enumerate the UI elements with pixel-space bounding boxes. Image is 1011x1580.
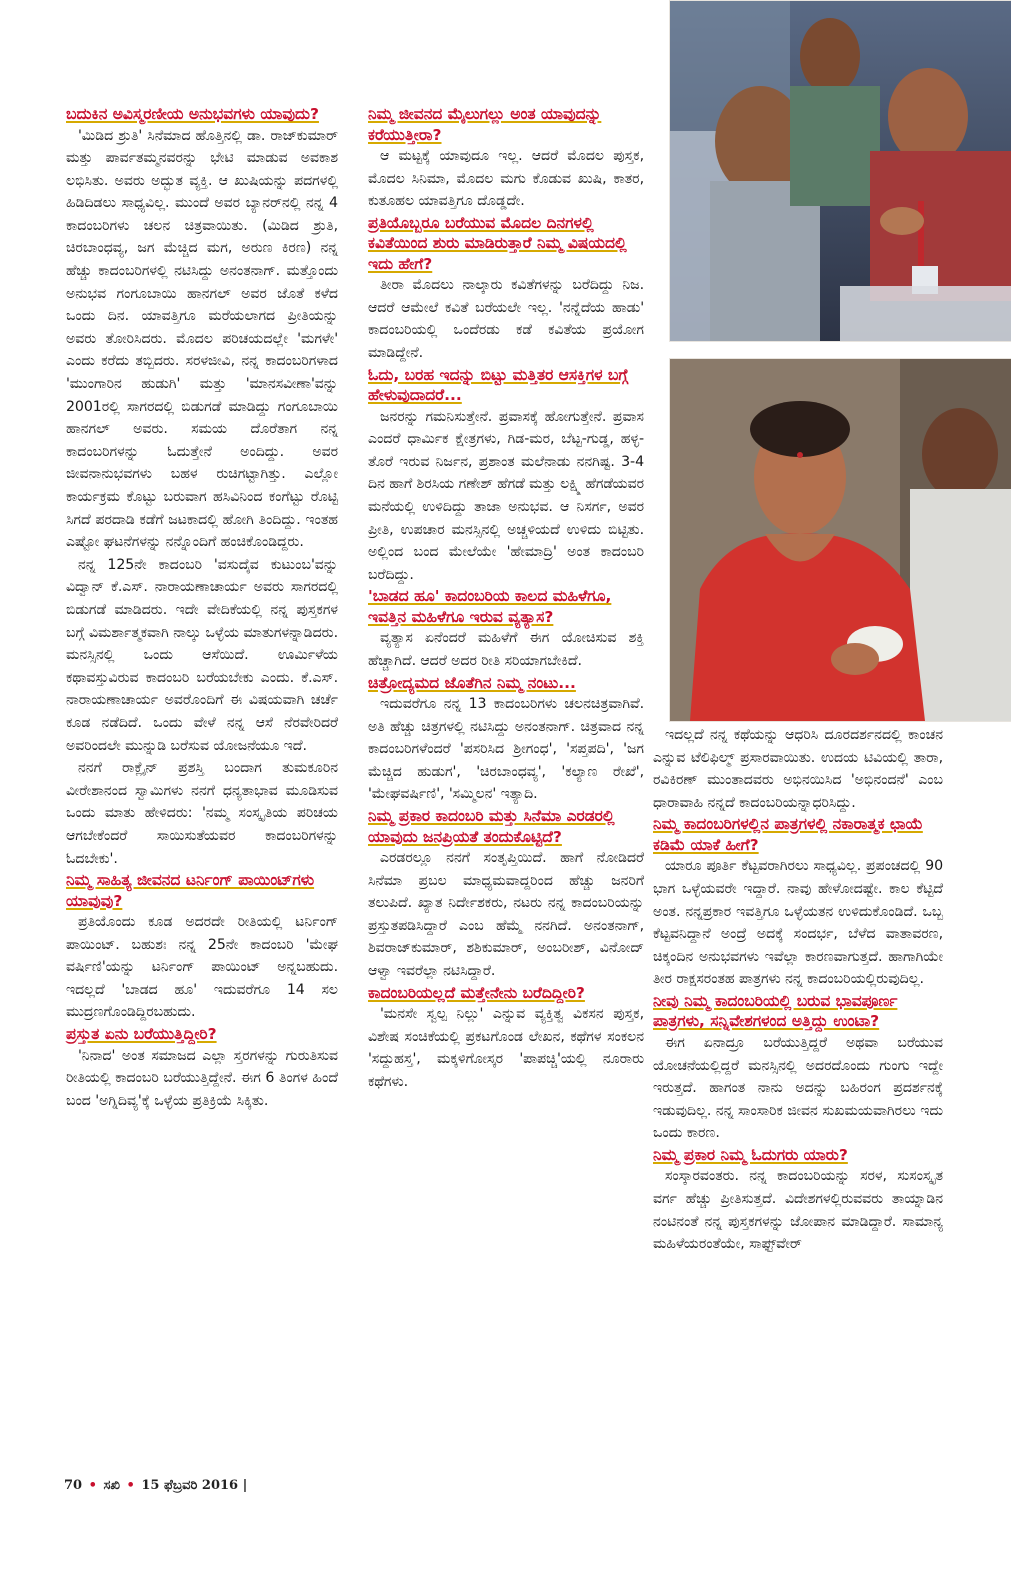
interview-question: ಬದುಕಿನ ಅವಿಸ್ಮರಣೀಯ ಅನುಭವಗಳು ಯಾವುದು? <box>66 105 319 123</box>
column-3 <box>653 724 943 1256</box>
interview-question: ನಿಮ್ಮ ಸಾಹಿತ್ಯ ಜೀವನದ ಟರ್ನಿಂಗ್ ಪಾಯಿಂಟ್‌ಗಳು ಯಾವುವು? <box>66 871 315 910</box>
woman-portrait-icon <box>670 359 1011 721</box>
page-number: 70 <box>64 1478 83 1493</box>
answer-paragraph: ವ್ಯತ್ಯಾಸ ಏನೆಂದರೆ ಮಹಿಳೆಗೆ ಈಗ ಯೋಚಿಸುವ ಶಕ್ತಿ ಹೆಚ್ಚಾಗಿದೆ. ಆದರೆ ಅದರ ರೀತಿ ಸರಿಯಾಗಬೇಕಿದೆ. <box>368 630 644 669</box>
answer-paragraph: ಯಾರೂ ಪೂರ್ತಿ ಕೆಟ್ಟವರಾಗಿರಲು ಸಾಧ್ಯವಿಲ್ಲ. ಪ್ರಪಂಚದಲ್ಲಿ 90 ಭಾಗ ಒಳ್ಳೆಯವರೇ ಇದ್ದಾರೆ. ನಾವು ಹೇಳೋದಷ್ಟೇ. ಕಾಲ ಕೆಟ್ಟಿದೆ ಅಂತ. ನನ್ನಪ್ರಕಾರ ಇವತ್ತಿಗೂ ಒಳ್ಳೆಯತನ ಉಳಿದುಕೊಂಡಿದೆ. ಒಬ್ಬ ಕೆಟ್ಟವನಿದ್ದಾನೆ ಅಂದ್ರೆ ಅದಕ್ಕೆ ಸಂದರ್ಭ, ಬೆಳೆದ ವಾತಾವರಣ, ಚಿಕ್ಕಂದಿನ ಅನುಭವಗಳು ಇವೆಲ್ಲಾ ಕಾರಣವಾಗುತ್ತದೆ. ಹಾಗಾಗಿಯೇ ತೀರ ರಾಕ್ಷಸರಂತಹ ಪಾತ್ರಗಳು ನನ್ನ ಕಾದಂಬರಿಯಲ್ಲಿರುವುದಿಲ್ಲ. <box>653 858 943 988</box>
interview-question: ನೀವು ನಿಮ್ಮ ಕಾದಂಬರಿಯಲ್ಲಿ ಬರುವ ಭಾವಪೂರ್ಣ ಪಾತ್ರಗಳು, ಸನ್ನಿವೇಶಗಳಂದ ಅತ್ತಿದ್ದು ಉಂಟಾ? <box>653 991 898 1031</box>
event-photo <box>669 0 1011 342</box>
interview-question: ನಿಮ್ಮ ಕಾದಂಬರಿಗಳಲ್ಲಿನ ಪಾತ್ರಗಳಲ್ಲಿ ನಕಾರಾತ್ಮಕ ಛಾಯೆ ಕಡಿಮೆ ಯಾಕೆ ಹೀಗೆ? <box>653 815 923 854</box>
answer-paragraph: ಇದಲ್ಲದೆ ನನ್ನ ಕಥೆಯನ್ನು ಆಧರಿಸಿ ದೂರದರ್ಶನದಲ್ಲಿ ಕಾಂಚನ ಎನ್ನುವ ಟೆಲಿಫಿಲ್ಮ್ ಪ್ರಸಾರವಾಯಿತು. ಉದಯ ಟಿವಿಯಲ್ಲಿ ತಾರಾ, ರವಿಕಿರಣ್ ಮುಂತಾದವರು ಅಭಿನಯಿಸಿದ 'ಅಭಿನಂದನೆ' ಎಂಬ ಧಾರಾವಾಹಿ ನನ್ನದೆ ಕಾದಂಬರಿಯನ್ನಾಧರಿಸಿದ್ದು. <box>653 727 943 811</box>
interview-question: ಕಾದಂಬರಿಯಲ್ಲದೆ ಮತ್ತೇನೇನು ಬರೆದಿದ್ದೀರಿ? <box>368 983 585 1002</box>
interview-question: ನಿಮ್ಮ ಪ್ರಕಾರ ಕಾದಂಬರಿ ಮತ್ತು ಸಿನೆಮಾ ಎರಡರಲ್ಲಿ ಯಾವುದು ಜನಪ್ರಿಯತೆ ತಂದುಕೊಟ್ಟಿದೆ? <box>368 807 615 846</box>
answer-paragraph: ನನಗೆ ರಾಕ್ಲೈನ್ ಪ್ರಶಸ್ತಿ ಬಂದಾಗ ತುಮಕೂರಿನ ವೀರೇಶಾನಂದ ಸ್ವಾಮಿಗಳು ನನಗೆ ಧನ್ಯತಾಭಾವ ಮೂಡಿಸುವ ಒಂದು ಮಾತು ಹೇಳಿದರು: 'ನಮ್ಮ ಸಂಸ್ಕೃತಿಯ ಪರಿಚಯ ಆಗಬೇಕೆಂದರೆ ಸಾಯಿಸುತೆಯವರ ಕಾದಂಬರಿಗಳನ್ನು ಓದಬೇಕು'. <box>66 760 338 867</box>
footer-separator: • <box>126 1478 135 1493</box>
interview-question: ನಿಮ್ಮ ಜೀವನದ ಮೈಲುಗಲ್ಲು ಅಂತ ಯಾವುದನ್ನು ಕರೆಯುತ್ತೀರಾ? <box>368 105 602 144</box>
page-footer <box>64 1478 247 1493</box>
magazine-name: ಸಖಿ <box>103 1478 120 1493</box>
footer-rule: | <box>242 1478 248 1493</box>
answer-paragraph: ಎರಡರಲ್ಲೂ ನನಗೆ ಸಂತೃಪ್ತಿಯಿದೆ. ಹಾಗೆ ನೋಡಿದರೆ ಸಿನೆಮಾ ಪ್ರಬಲ ಮಾಧ್ಯಮವಾದ್ದರಿಂದ ಹೆಚ್ಚು ಜನರಿಗೆ ತಲುಪಿದೆ. ಖ್ಯಾತ ನಿರ್ದೇಶಕರು, ನಟರು ನನ್ನ ಕಾದಂಬರಿಯನ್ನು ಪ್ರಸ್ತುತಪಡಿಸಿದ್ದಾರೆ ಎಂಬ ಹೆಮ್ಮೆ ನನಗಿದೆ. ಅನಂತನಾಗ್, ಶಿವರಾಜ್‌ಕುಮಾರ್, ಶಶಿಕುಮಾರ್, ಅಂಬರೀಶ್, ವಿನೋದ್ ಆಳ್ವಾ ಇವರೆಲ್ಲಾ ನಟಿಸಿದ್ದಾರೆ. <box>368 850 644 980</box>
footer-separator: • <box>88 1478 97 1493</box>
answer-paragraph: ಈಗ ಏನಾದ್ರೂ ಬರೆಯುತ್ತಿದ್ದರೆ ಅಥವಾ ಬರೆಯುವ ಯೋಚನೆಯಲ್ಲಿದ್ದರೆ ಮನಸ್ಸಿನಲ್ಲಿ ಅದರದೊಂದು ಗುಂಗು ಇದ್ದೇ ಇರುತ್ತದೆ. ಹಾಗಂತ ನಾನು ಅದನ್ನು ಬಹಿರಂಗ ಪ್ರದರ್ಶನಕ್ಕೆ ಇಡುವುದಿಲ್ಲ. ನನ್ನ ಸಾಂಸಾರಿಕ ಜೀವನ ಸುಖಮಯವಾಗಿರಲು ಇದು ಒಂದು ಕಾರಣ. <box>653 1034 943 1142</box>
interview-question: ನಿಮ್ಮ ಪ್ರಕಾರ ನಿಮ್ಮ ಓದುಗರು ಯಾರು? <box>653 1145 848 1164</box>
answer-paragraph: ತೀರಾ ಮೊದಲು ನಾಲ್ಕಾರು ಕವಿತೆಗಳನ್ನು ಬರೆದಿದ್ದು ನಿಜ. ಆದರೆ ಆಮೇಲೆ ಕವಿತೆ ಬರೆಯಲೇ ಇಲ್ಲ. 'ನನ್ನೆದೆಯ ಹಾಡು' ಕಾದಂಬರಿಯಲ್ಲಿ ಒಂದೆರಡು ಕಡೆ ಕವಿತೆಯ ಪ್ರಯೋಗ ಮಾಡಿದ್ದೇನೆ. <box>368 277 644 362</box>
answer-paragraph: 'ನಿನಾದ' ಅಂತ ಸಮಾಜದ ಎಲ್ಲಾ ಸ್ತರಗಳನ್ನು ಗುರುತಿಸುವ ರೀತಿಯಲ್ಲಿ ಕಾದಂಬರಿ ಬರೆಯುತ್ತಿದ್ದೇನೆ. ಈಗ 6 ತಿಂಗಳ ಹಿಂದೆ ಬಂದ 'ಅಗ್ನಿದಿವ್ಯ'ಕ್ಕೆ ಒಳ್ಳೆಯ ಪ್ರತಿಕ್ರಿಯೆ ಸಿಕ್ಕಿತು. <box>66 1047 338 1109</box>
answer-paragraph: ಸಂಸ್ಕಾರವಂತರು. ನನ್ನ ಕಾದಂಬರಿಯನ್ನು ಸರಳ, ಸುಸಂಸ್ಕೃತ ವರ್ಗ ಹೆಚ್ಚು ಪ್ರೀತಿಸುತ್ತದೆ. ವಿದೇಶಗಳಲ್ಲಿರುವವರು ತಾಯ್ನಾಡಿನ ನಂಟಿನಂತೆ ನನ್ನ ಪುಸ್ತಕಗಳನ್ನು ಜೋಪಾನ ಮಾಡಿದ್ದಾರೆ. ಸಾಮಾನ್ಯ ಮಹಿಳೆಯರಂತೆಯೇ, ಸಾಫ್ಟ್‌ವೇರ್ <box>653 1168 943 1253</box>
answer-paragraph: ನನ್ನ 125ನೇ ಕಾದಂಬರಿ 'ವಸುದೈವ ಕುಟುಂಬ'ವನ್ನು ವಿದ್ವಾನ್ ಕೆ.ಎಸ್. ನಾರಾಯಣಾಚಾರ್ಯ ಅವರು ಸಾಗರದಲ್ಲಿ ಬಿಡುಗಡೆ ಮಾಡಿದರು. ಇದೇ ವೇದಿಕೆಯಲ್ಲಿ ನನ್ನ ಪುಸ್ತಕಗಳ ಬಗ್ಗೆ ವಿಮರ್ಶಾತ್ಮಕವಾಗಿ ನಾಲ್ಕು ಒಳ್ಳೆಯ ಮಾತುಗಳನ್ನಾಡಿದರು. ಮನಸ್ಸಿನಲ್ಲಿ ಒಂದು ಆಸೆಯಿದೆ. ಊರ್ಮಿಳೆಯ ಕಥಾವಸ್ತುವಿರುವ ಕಾದಂಬರಿ ಬರೆಯಬೇಕು ಎಂದು. ಕೆ.ಎಸ್. ನಾರಾಯಣಾಚಾರ್ಯ ಅವರೊಂದಿಗೆ ಈ ವಿಷಯವಾಗಿ ಚರ್ಚೆ ಕೂಡ ನಡೆದಿದೆ. ಒಂದು ವೇಳೆ ನನ್ನ ಆಸೆ ನೆರವೇರಿದರೆ ಅವರಿಂದಲೇ ಮುನ್ನುಡಿ ಬರೆಸುವ ಯೋಜನೆಯೂ ಇದೆ. <box>66 556 338 754</box>
interview-question: ಓದು, ಬರಹ ಇದನ್ನು ಬಿಟ್ಟು ಮತ್ತಿತರ ಆಸಕ್ತಿಗಳ ಬಗ್ಗೆ ಹೇಳುವುದಾದರೆ... <box>368 365 629 405</box>
column-1 <box>66 104 338 1112</box>
answer-paragraph: 'ಮನಸೇ ಸ್ವಲ್ಪ ನಿಲ್ಲು' ಎನ್ನುವ ವ್ಯಕ್ತಿತ್ವ ವಿಕಸನ ಪುಸ್ತಕ, ವಿಶೇಷ ಸಂಚಿಕೆಯಲ್ಲಿ ಪ್ರಕಟಗೊಂಡ ಲೇಖನ, ಕಥೆಗಳ ಸಂಕಲನ 'ಸದ್ದುಹಸ್ತ', ಮಕ್ಕಳಿಗೋಸ್ಕರ 'ಪಾಪಚ್ಚಿ'ಯಲ್ಲಿ ನೂರಾರು ಕಥೆಗಳು. <box>368 1006 644 1090</box>
answer-paragraph: ಇದುವರೆಗೂ ನನ್ನ 13 ಕಾದಂಬರಿಗಳು ಚಲನಚಿತ್ರವಾಗಿವೆ. ಅತಿ ಹೆಚ್ಚು ಚಿತ್ರಗಳಲ್ಲಿ ನಟಿಸಿದ್ದು ಅನಂತನಾಗ್. ಚಿತ್ರವಾದ ನನ್ನ ಕಾದಂಬರಿಗಳೆಂದರೆ 'ಪಸರಿಸಿದ ಶ್ರೀಗಂಧ', 'ಸಪ್ತಪದಿ', 'ಜಗ ಮೆಚ್ಚಿದ ಹುಡುಗ', 'ಚಿರಬಾಂಧವ್ಯ', 'ಕಲ್ಯಾಣ ರೇಖೆ', 'ಮೇಘವರ್ಷಿಣಿ', 'ಸಮ್ಮಿಲನ' ಇತ್ಯಾದಿ. <box>368 696 644 803</box>
issue-date: 15 ಫೆಬ್ರವರಿ 2016 <box>141 1478 239 1493</box>
answer-paragraph: ಆ ಮಟ್ಟಕ್ಕೆ ಯಾವುದೂ ಇಲ್ಲ. ಆದರೆ ಮೊದಲ ಪುಸ್ತಕ, ಮೊದಲ ಸಿನಿಮಾ, ಮೊದಲ ಮಗು ಕೊಡುವ ಖುಷಿ, ಕಾತರ, ಕುತೂಹಲ ಯಾವತ್ತಿಗೂ ದೊಡ್ಡದೇ. <box>368 148 644 210</box>
portrait-photo <box>669 358 1011 722</box>
answer-paragraph: ಜನರನ್ನು ಗಮನಿಸುತ್ತೇನೆ. ಪ್ರವಾಸಕ್ಕೆ ಹೋಗುತ್ತೇನೆ. ಪ್ರವಾಸ ಎಂದರೆ ಧಾರ್ಮಿಕ ಕ್ಷೇತ್ರಗಳು, ಗಿಡ-ಮರ, ಬೆಟ್ಟ-ಗುಡ್ಡ, ಹಳ್ಳ-ತೊರೆ ಇರುವ ನಿರ್ಜನ, ಪ್ರಶಾಂತ ಮಲೆನಾಡು ನನಗಿಷ್ಟ. 3-4 ದಿನ ಹಾಗೆ ಶಿರಸಿಯ ಗಣೇಶ್ ಹೆಗಡೆ ಮತ್ತು ಲಕ್ಷ್ಮಿ ಹೆಗಡೆಯವರ ಮನೆಯಲ್ಲಿ ಉಳಿದಿದ್ದು ತಾಜಾ ಅನುಭವ. ಆ ನಿಸರ್ಗ, ಅವರ ಪ್ರೀತಿ, ಉಪಚಾರ ಮನಸ್ಸಿನಲ್ಲಿ ಅಚ್ಚಳಿಯದೆ ಉಳಿದು ಬಿಟ್ಟಿತು. ಅಲ್ಲಿಂದ ಬಂದ ಮೇಲೆಯೇ 'ಹೇಮಾದ್ರಿ' ಅಂತ ಕಾದಂಬರಿ ಬರೆದಿದ್ದು. <box>368 408 644 583</box>
interview-question: 'ಬಾಡದ ಹೂ' ಕಾದಂಬರಿಯ ಕಾಲದ ಮಹಿಳೆಗೂ, ಇವತ್ತಿನ ಮಹಿಳೆಗೂ ಇರುವ ವ್ಯತ್ಯಾಸ? <box>368 587 612 626</box>
answer-paragraph: 'ಮಿಡಿದ ಶ್ರುತಿ' ಸಿನೆಮಾದ ಹೊತ್ತಿನಲ್ಲಿ ಡಾ. ರಾಜ್‌ಕುಮಾರ್ ಮತ್ತು ಪಾರ್ವತಮ್ಮನವರನ್ನು ಭೇಟಿ ಮಾಡುವ ಅವಕಾಶ ಲಭಿಸಿತು. ಅವರು ಅದ್ಭುತ ವ್ಯಕ್ತಿ. ಆ ಖುಷಿಯನ್ನು ಪದಗಳಲ್ಲಿ ಹಿಡಿದಿಡಲು ಸಾಧ್ಯವಿಲ್ಲ. ಮುಂದೆ ಅವರ ಬ್ಯಾನರ್‌ನಲ್ಲಿ ನನ್ನ 4 ಕಾದಂಬರಿಗಳು ಚಲನ ಚಿತ್ರವಾಯಿತು. (ಮಿಡಿದ ಶ್ರುತಿ, ಚಿರಬಾಂಧವ್ಯ, ಜಗ ಮೆಚ್ಚಿದ ಮಗ, ಅರುಣ ಕಿರಣ) ನನ್ನ ಹೆಚ್ಚು ಕಾದಂಬರಿಗಳಲ್ಲಿ ನಟಿಸಿದ್ದು ಅನಂತನಾಗ್. ಮತ್ತೊಂದು ಅನುಭವ ಗಂಗೂಬಾಯಿ ಹಾನಗಲ್ ಅವರ ಜೊತೆ ಕಳೆದ ಒಂದು ದಿನ. ಯಾವತ್ತಿಗೂ ಮರೆಯಲಾಗದ ಪ್ರೀತಿಯನ್ನು ಅವರು ತೋರಿಸಿದರು. ಮೊದಲ ಪರಿಚಯದಲ್ಲೇ 'ಮಗಳೇ' ಎಂದು ಕರೆದು ತಬ್ಬಿದರು. ಸರಳಜೀವಿ, ನನ್ನ ಕಾದಂಬರಿಗಳಾದ 'ಮುಂಗಾರಿನ ಹುಡುಗಿ' ಮತ್ತು 'ಮಾನಸವೀಣಾ'ವನ್ನು 2001ರಲ್ಲಿ ಸಾಗರದಲ್ಲಿ ಬಿಡುಗಡೆ ಮಾಡಿದ್ದು ಗಂಗೂಬಾಯಿ ಹಾನಗಲ್ ಅವರು. ಸಮಯ ದೊರೆತಾಗ ನನ್ನ ಕಾದಂಬರಿಗಳನ್ನು ಓದುತ್ತೇನೆ ಅಂದಿದ್ದು. ಅವರ ಜೀವನಾನುಭವಗಳು ಬಹಳ ರುಚಿಗಟ್ಟಾಗಿತ್ತು. ಎಲ್ಲೋ ಕಾರ್ಯಕ್ರಮ ಕೊಟ್ಟು ಬರುವಾಗ ಹಸಿವಿನಿಂದ ಕಂಗೆಟ್ಟು ರೊಟ್ಟಿ ಸಿಗದೆ ಪರದಾಡಿ ಕಡೆಗೆ ಜಟಕಾದಲ್ಲಿ ಹೋಗಿ ತಿಂದಿದ್ದು. ಇಂತಹ ಎಷ್ಟೋ ಘಟನೆಗಳನ್ನು ನನ್ನೊಂದಿಗೆ ಹಂಚಿಕೊಂಡಿದ್ದರು. <box>66 127 338 551</box>
column-2 <box>368 104 644 1094</box>
answer-paragraph: ಪ್ರತಿಯೊಂದು ಕೂಡ ಅದರದೇ ರೀತಿಯಲ್ಲಿ ಟರ್ನಿಂಗ್ ಪಾಯಿಂಟ್. ಬಹುಶಃ ನನ್ನ 25ನೇ ಕಾದಂಬರಿ 'ಮೇಘ ವರ್ಷಿಣಿ'ಯನ್ನು ಟರ್ನಿಂಗ್ ಪಾಯಿಂಟ್ ಅನ್ನಬಹುದು. ಇದಲ್ಲದೆ 'ಬಾಡದ ಹೂ' ಇದುವರೆಗೂ 14 ಸಲ ಮುದ್ರಣಗೊಂಡಿದ್ದಿರಬಹುದು. <box>66 914 338 1021</box>
interview-question: ಪ್ರಸ್ತುತ ಏನು ಬರೆಯುತ್ತಿದ್ದೀರಿ? <box>66 1025 217 1044</box>
handshake-photo-icon <box>670 1 1011 341</box>
interview-question: ಚಿತ್ರೋದ್ಯಮದ ಜೊತೆಗಿನ ನಿಮ್ಮ ನಂಟು... <box>368 673 576 692</box>
interview-question: ಪ್ರತಿಯೊಬ್ಬರೂ ಬರೆಯುವ ಮೊದಲ ದಿನಗಳಲ್ಲಿ ಕವಿತೆಯಿಂದ ಶುರು ಮಾಡಿರುತ್ತಾರೆ ನಿಮ್ಮ ವಿಷಯದಲ್ಲಿ ಇದು ಹೇಗೆ? <box>368 213 627 273</box>
